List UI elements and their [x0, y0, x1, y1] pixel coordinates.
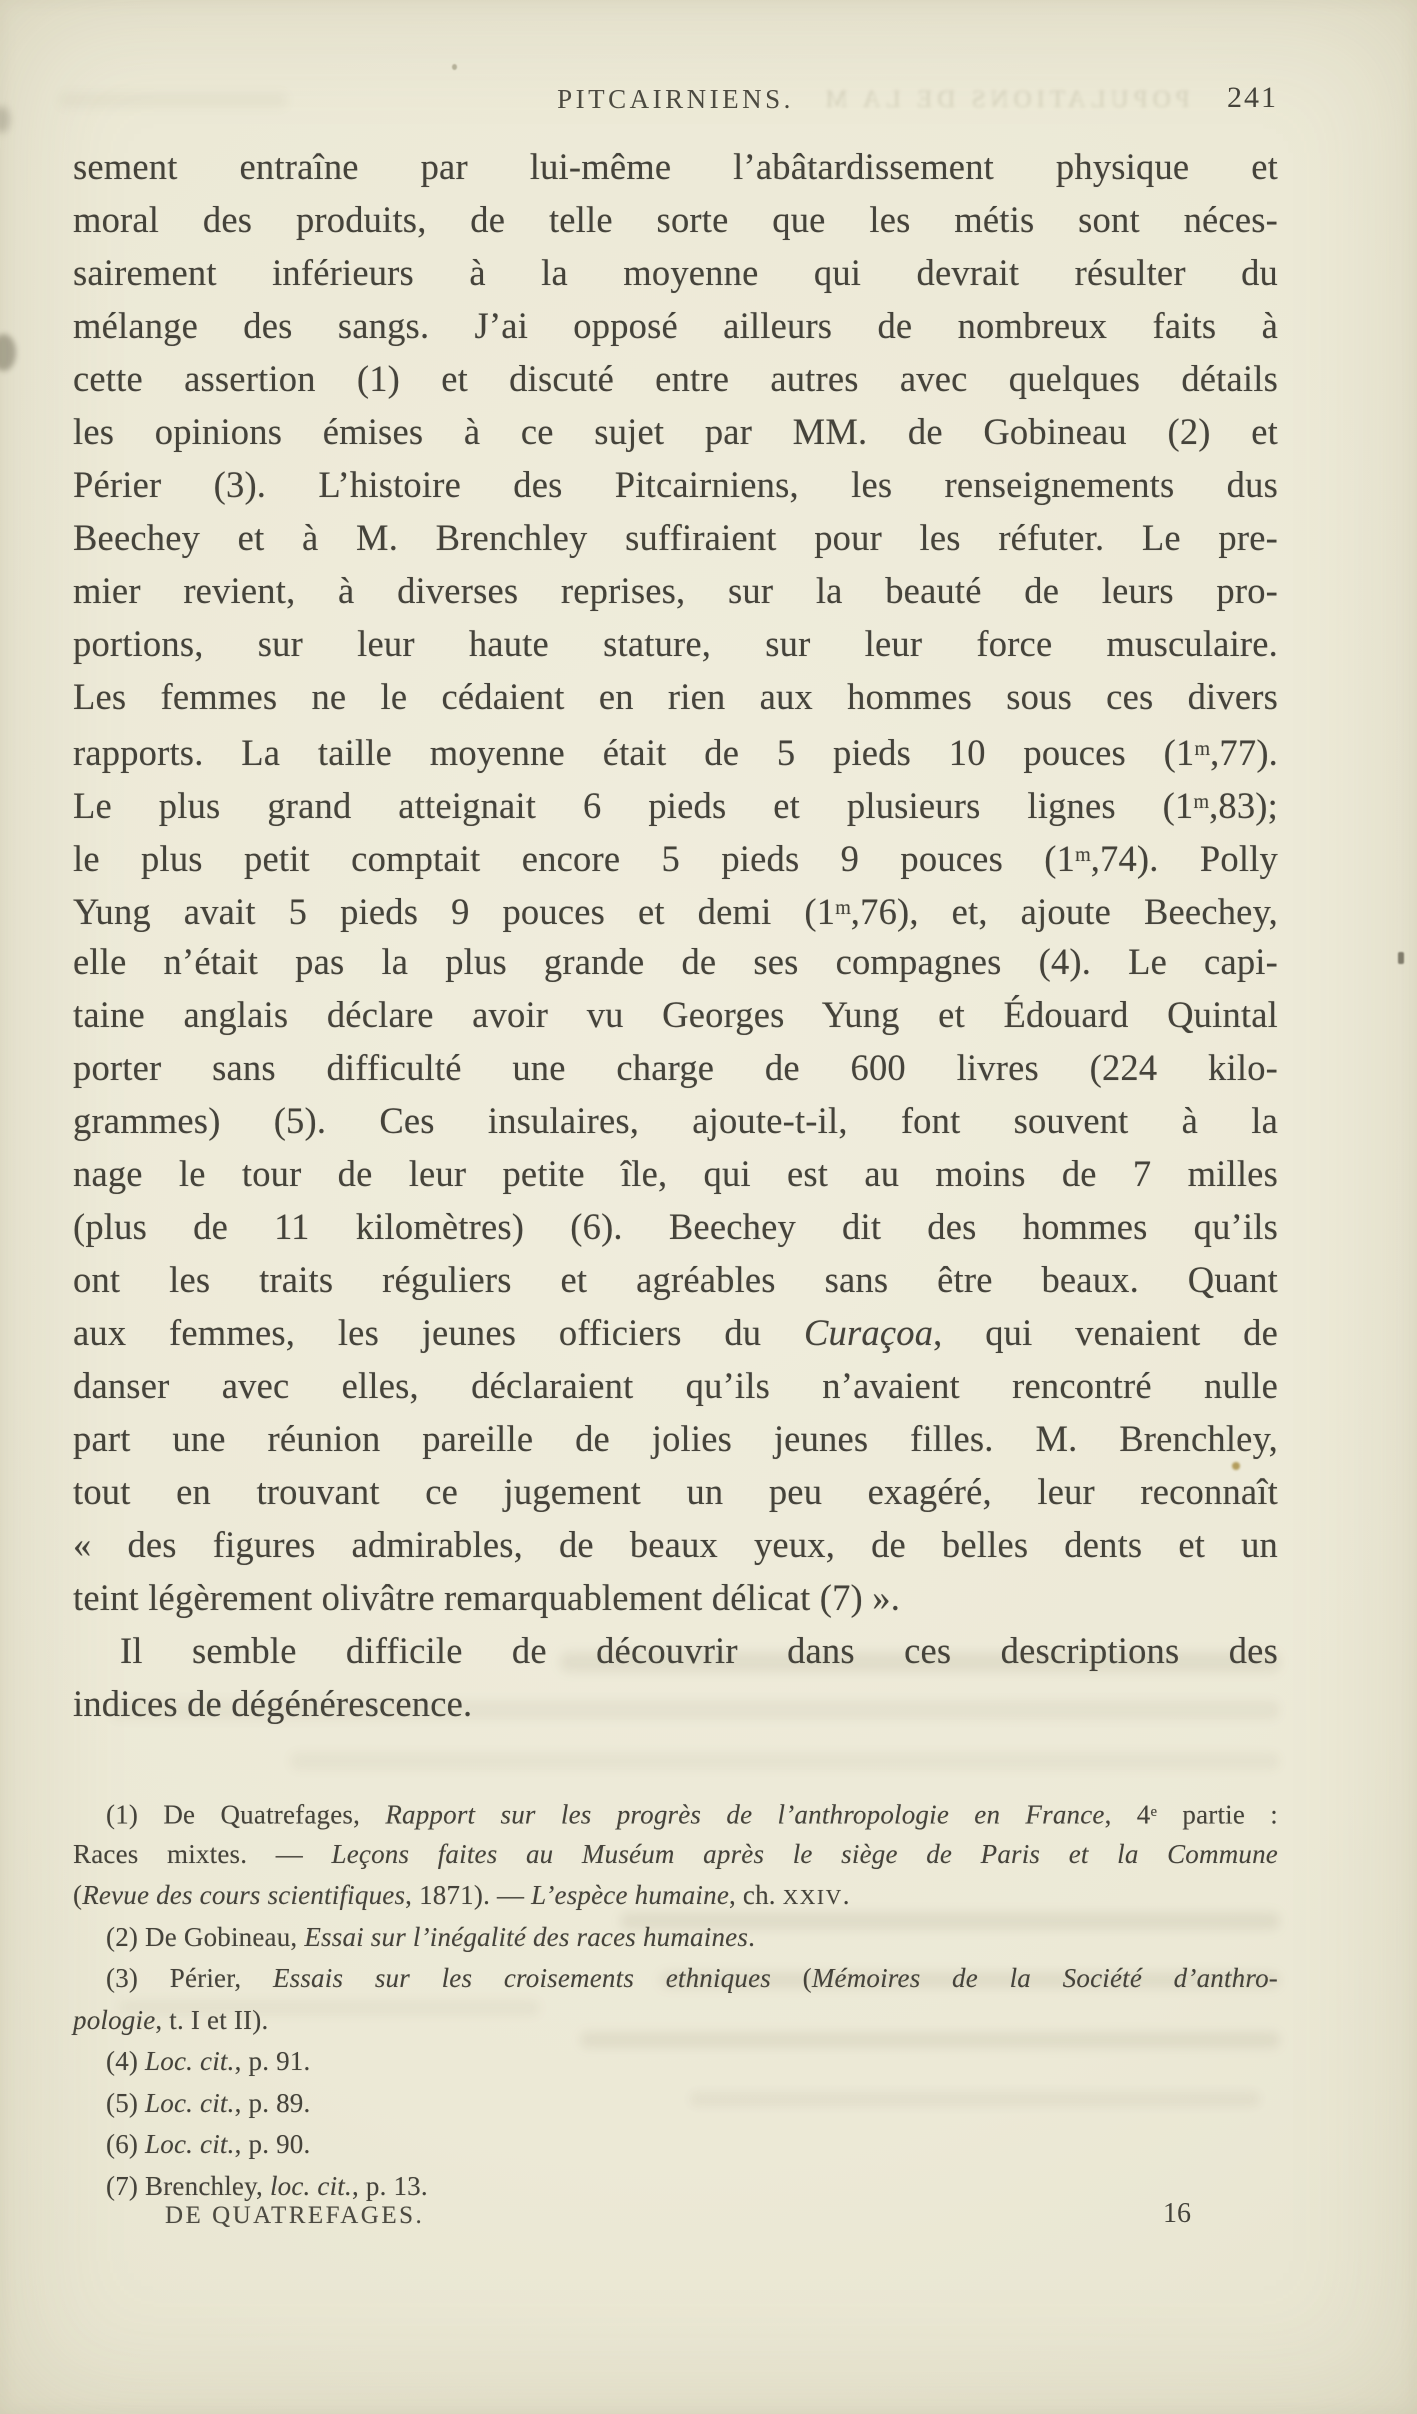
text-segment: (plus de 11 kilomètres) (6). Beechey dit des hommes qu’ils — [73, 1206, 1278, 1247]
text-segment: part une réunion pareille de jolies jeunes filles. M. Brenchley, — [73, 1418, 1278, 1459]
body-text-line — [73, 1200, 1278, 1253]
body-text-line — [73, 458, 1278, 511]
text-segment: aux femmes, les jeunes officiers du — [73, 1312, 804, 1353]
text-segment: , p. 90. — [234, 2129, 311, 2159]
text-segment: m — [1193, 791, 1210, 813]
body-text-line — [73, 1041, 1278, 1094]
text-segment: sement entraîne par lui-même l’abâtardissement physique et — [73, 146, 1278, 187]
paper-speck — [1398, 952, 1404, 964]
text-segment: teint légèrement olivâtre remarquablement délicat (7) ». — [73, 1577, 901, 1618]
body-text-line — [73, 1253, 1278, 1306]
running-title: PITCAIRNIENS. — [557, 84, 794, 114]
printer-signature-label: DE QUATREFAGES. — [165, 2202, 425, 2229]
body-text-line — [73, 829, 1278, 882]
text-segment: Rapport sur les progrès de l’anthropologie en France — [385, 1799, 1105, 1830]
text-segment: Loc. cit. — [145, 2087, 235, 2118]
body-text-line — [73, 246, 1278, 299]
footnotes — [73, 1792, 1278, 2207]
text-segment: , p. 89. — [234, 2087, 311, 2118]
text-segment: (6) — [106, 2129, 146, 2159]
signature-line — [73, 2196, 1278, 2236]
footnote-line — [73, 1958, 1278, 2000]
footnote-line — [73, 2083, 1278, 2125]
text-segment: sairement inférieurs à la moyenne qui devrait résulter du — [73, 252, 1278, 293]
body-text-line — [73, 1677, 1278, 1730]
ink-smudge — [0, 106, 10, 133]
text-segment: ,76), et, ajoute Beechey, — [850, 891, 1278, 933]
text-segment: , 1871). — — [405, 1880, 532, 1910]
text-segment: mier revient, à diverses reprises, sur la beauté de leurs pro- — [73, 570, 1278, 611]
paper-speck — [452, 64, 457, 70]
body-text-line — [73, 193, 1278, 246]
text-segment: ont les traits réguliers et agréables sans être beaux. Quant — [73, 1259, 1278, 1300]
text-segment: ,77). — [1210, 732, 1278, 774]
footnote-line — [73, 2000, 1278, 2042]
showthrough-smudge — [290, 1752, 1280, 1770]
body-text-line — [73, 1571, 1278, 1624]
text-segment: elle n’était pas la plus grande de ses compagnes (4). Le capi- — [73, 941, 1278, 982]
text-segment: m — [835, 897, 851, 919]
body-text-line — [73, 1624, 1278, 1677]
text-segment: ,83); — [1209, 785, 1278, 827]
text-segment: L’espèce humaine — [531, 1880, 730, 1910]
text-segment: porter sans difficulté une charge de 600 livres (224 kilo- — [73, 1047, 1278, 1088]
text-segment: , qui venaient de — [933, 1312, 1278, 1353]
body-text-line — [73, 935, 1278, 988]
text-segment: (1) De Quatrefages, — [106, 1799, 386, 1830]
text-segment: Races mixtes. — — [73, 1838, 332, 1869]
text-segment: . — [748, 1921, 756, 1952]
text-segment: , ch. — [729, 1880, 783, 1910]
footnote-line — [73, 2041, 1278, 2083]
text-segment: cette assertion (1) et discuté entre autres avec quelques détails — [73, 358, 1278, 399]
text-segment: rapports. La taille moyenne était de 5 pieds 10 pouces (1 — [73, 732, 1195, 774]
text-segment: (5) — [106, 2087, 146, 2118]
body-text-line — [73, 1147, 1278, 1200]
text-segment: m — [1194, 738, 1211, 760]
text-segment: les opinions émises à ce sujet par MM. de Gobineau (2) et — [73, 411, 1278, 452]
body-text-line — [73, 1306, 1278, 1359]
text-segment: loc. cit. — [269, 2170, 352, 2201]
text-segment: nage le tour de leur petite île, qui est au moins de 7 milles — [73, 1153, 1278, 1194]
text-segment: Périer (3). L’histoire des Pitcairniens, les renseignements dus — [73, 464, 1278, 505]
text-segment: Curaçoa — [804, 1312, 934, 1353]
ink-smudge — [0, 334, 16, 371]
text-segment: Beechey et à M. Brenchley suffiraient pour les réfuter. Le pre- — [73, 517, 1278, 558]
text-segment: indices de dégénérescence. — [73, 1683, 473, 1724]
text-segment: m — [1075, 844, 1091, 866]
text-segment: moral des produits, de telle sorte que les métis sont néces- — [73, 199, 1278, 240]
text-segment: ,74). Polly — [1090, 838, 1278, 880]
body-text-line — [73, 511, 1278, 564]
text-segment: ( — [770, 1963, 812, 1993]
text-segment: le plus petit comptait encore 5 pieds 9 pouces (1 — [73, 838, 1076, 880]
text-segment: partie : — [1157, 1799, 1278, 1830]
body-text-line — [73, 723, 1278, 776]
body-text-line — [73, 405, 1278, 458]
body-text-line — [73, 140, 1278, 193]
body-text-line — [73, 882, 1278, 935]
text-segment: mélange des sangs. J’ai opposé ailleurs de nombreux faits à — [73, 305, 1278, 346]
footnote-line — [73, 1917, 1278, 1959]
text-segment: XXIV — [782, 1885, 843, 1909]
body-text-line — [73, 1094, 1278, 1147]
text-segment: Loc. cit. — [145, 2129, 235, 2159]
text-segment: Mémoires de la Société d’anthro- — [811, 1963, 1278, 1993]
text-segment: danser avec elles, déclaraient qu’ils n’avaient rencontré nulle — [73, 1365, 1278, 1406]
text-segment: Revue des cours scientifiques — [82, 1880, 406, 1910]
text-segment: portions, sur leur haute stature, sur leur force musculaire. — [73, 623, 1278, 664]
footnote-line — [73, 1875, 1278, 1917]
footnote-line — [73, 2124, 1278, 2166]
sheet-number: 16 — [1163, 2198, 1191, 2229]
text-segment: pologie — [73, 2004, 156, 2035]
body-text-line — [73, 1359, 1278, 1412]
body-text-line — [73, 1412, 1278, 1465]
text-segment: , p. 13. — [351, 2170, 428, 2201]
body-text-line — [73, 776, 1278, 829]
footnote-line — [73, 1834, 1278, 1876]
body-text-line — [73, 1465, 1278, 1518]
text-segment: Yung avait 5 pieds 9 pouces et demi (1 — [73, 891, 836, 933]
text-segment: (4) — [106, 2046, 146, 2076]
text-segment: e — [1150, 1804, 1158, 1820]
text-segment: (3) Périer, — [106, 1963, 273, 1993]
text-segment: Les femmes ne le cédaient en rien aux hommes sous ces divers — [73, 676, 1278, 717]
body-text — [73, 140, 1278, 1730]
body-text-line — [73, 352, 1278, 405]
body-text-line — [73, 670, 1278, 723]
body-text-line — [73, 617, 1278, 670]
text-segment: (7) Brenchley, — [106, 2170, 270, 2201]
showthrough-running-title: POPULATIONS DE LA M — [820, 86, 1190, 113]
text-segment: , t. I et II). — [155, 2004, 269, 2035]
body-text-line — [73, 988, 1278, 1041]
page-number: 241 — [1227, 81, 1278, 114]
body-text-line — [73, 564, 1278, 617]
text-segment: Le plus grand atteignait 6 pieds et plusieurs lignes (1 — [73, 785, 1194, 827]
text-segment: grammes) (5). Ces insulaires, ajoute-t-il, font souvent à la — [73, 1100, 1278, 1141]
text-segment: , p. 91. — [234, 2046, 311, 2076]
text-segment: Essai sur l’inégalité des races humaines — [304, 1921, 749, 1952]
text-segment: Loc. cit. — [145, 2046, 235, 2076]
body-text-line — [73, 299, 1278, 352]
text-segment: tout en trouvant ce jugement un peu exagéré, leur reconnaît — [73, 1471, 1278, 1512]
page-header — [73, 81, 1278, 126]
text-segment: (2) De Gobineau, — [106, 1921, 305, 1952]
text-segment: . — [842, 1880, 850, 1910]
text-segment: , 4 — [1104, 1799, 1151, 1830]
text-segment: ( — [73, 1880, 83, 1910]
text-segment: « des figures admirables, de beaux yeux, de belles dents et un — [73, 1524, 1278, 1565]
text-segment: Il semble difficile de découvrir dans ces descriptions des — [120, 1630, 1278, 1671]
footnote-line — [73, 1792, 1278, 1834]
text-segment: Leçons faites au Muséum après le siège de Paris et la Commune — [331, 1838, 1278, 1869]
text-segment: Essais sur les croisements ethniques — [272, 1963, 771, 1993]
text-segment: taine anglais déclare avoir vu Georges Yung et Édouard Quintal — [73, 994, 1278, 1035]
body-text-line — [73, 1518, 1278, 1571]
